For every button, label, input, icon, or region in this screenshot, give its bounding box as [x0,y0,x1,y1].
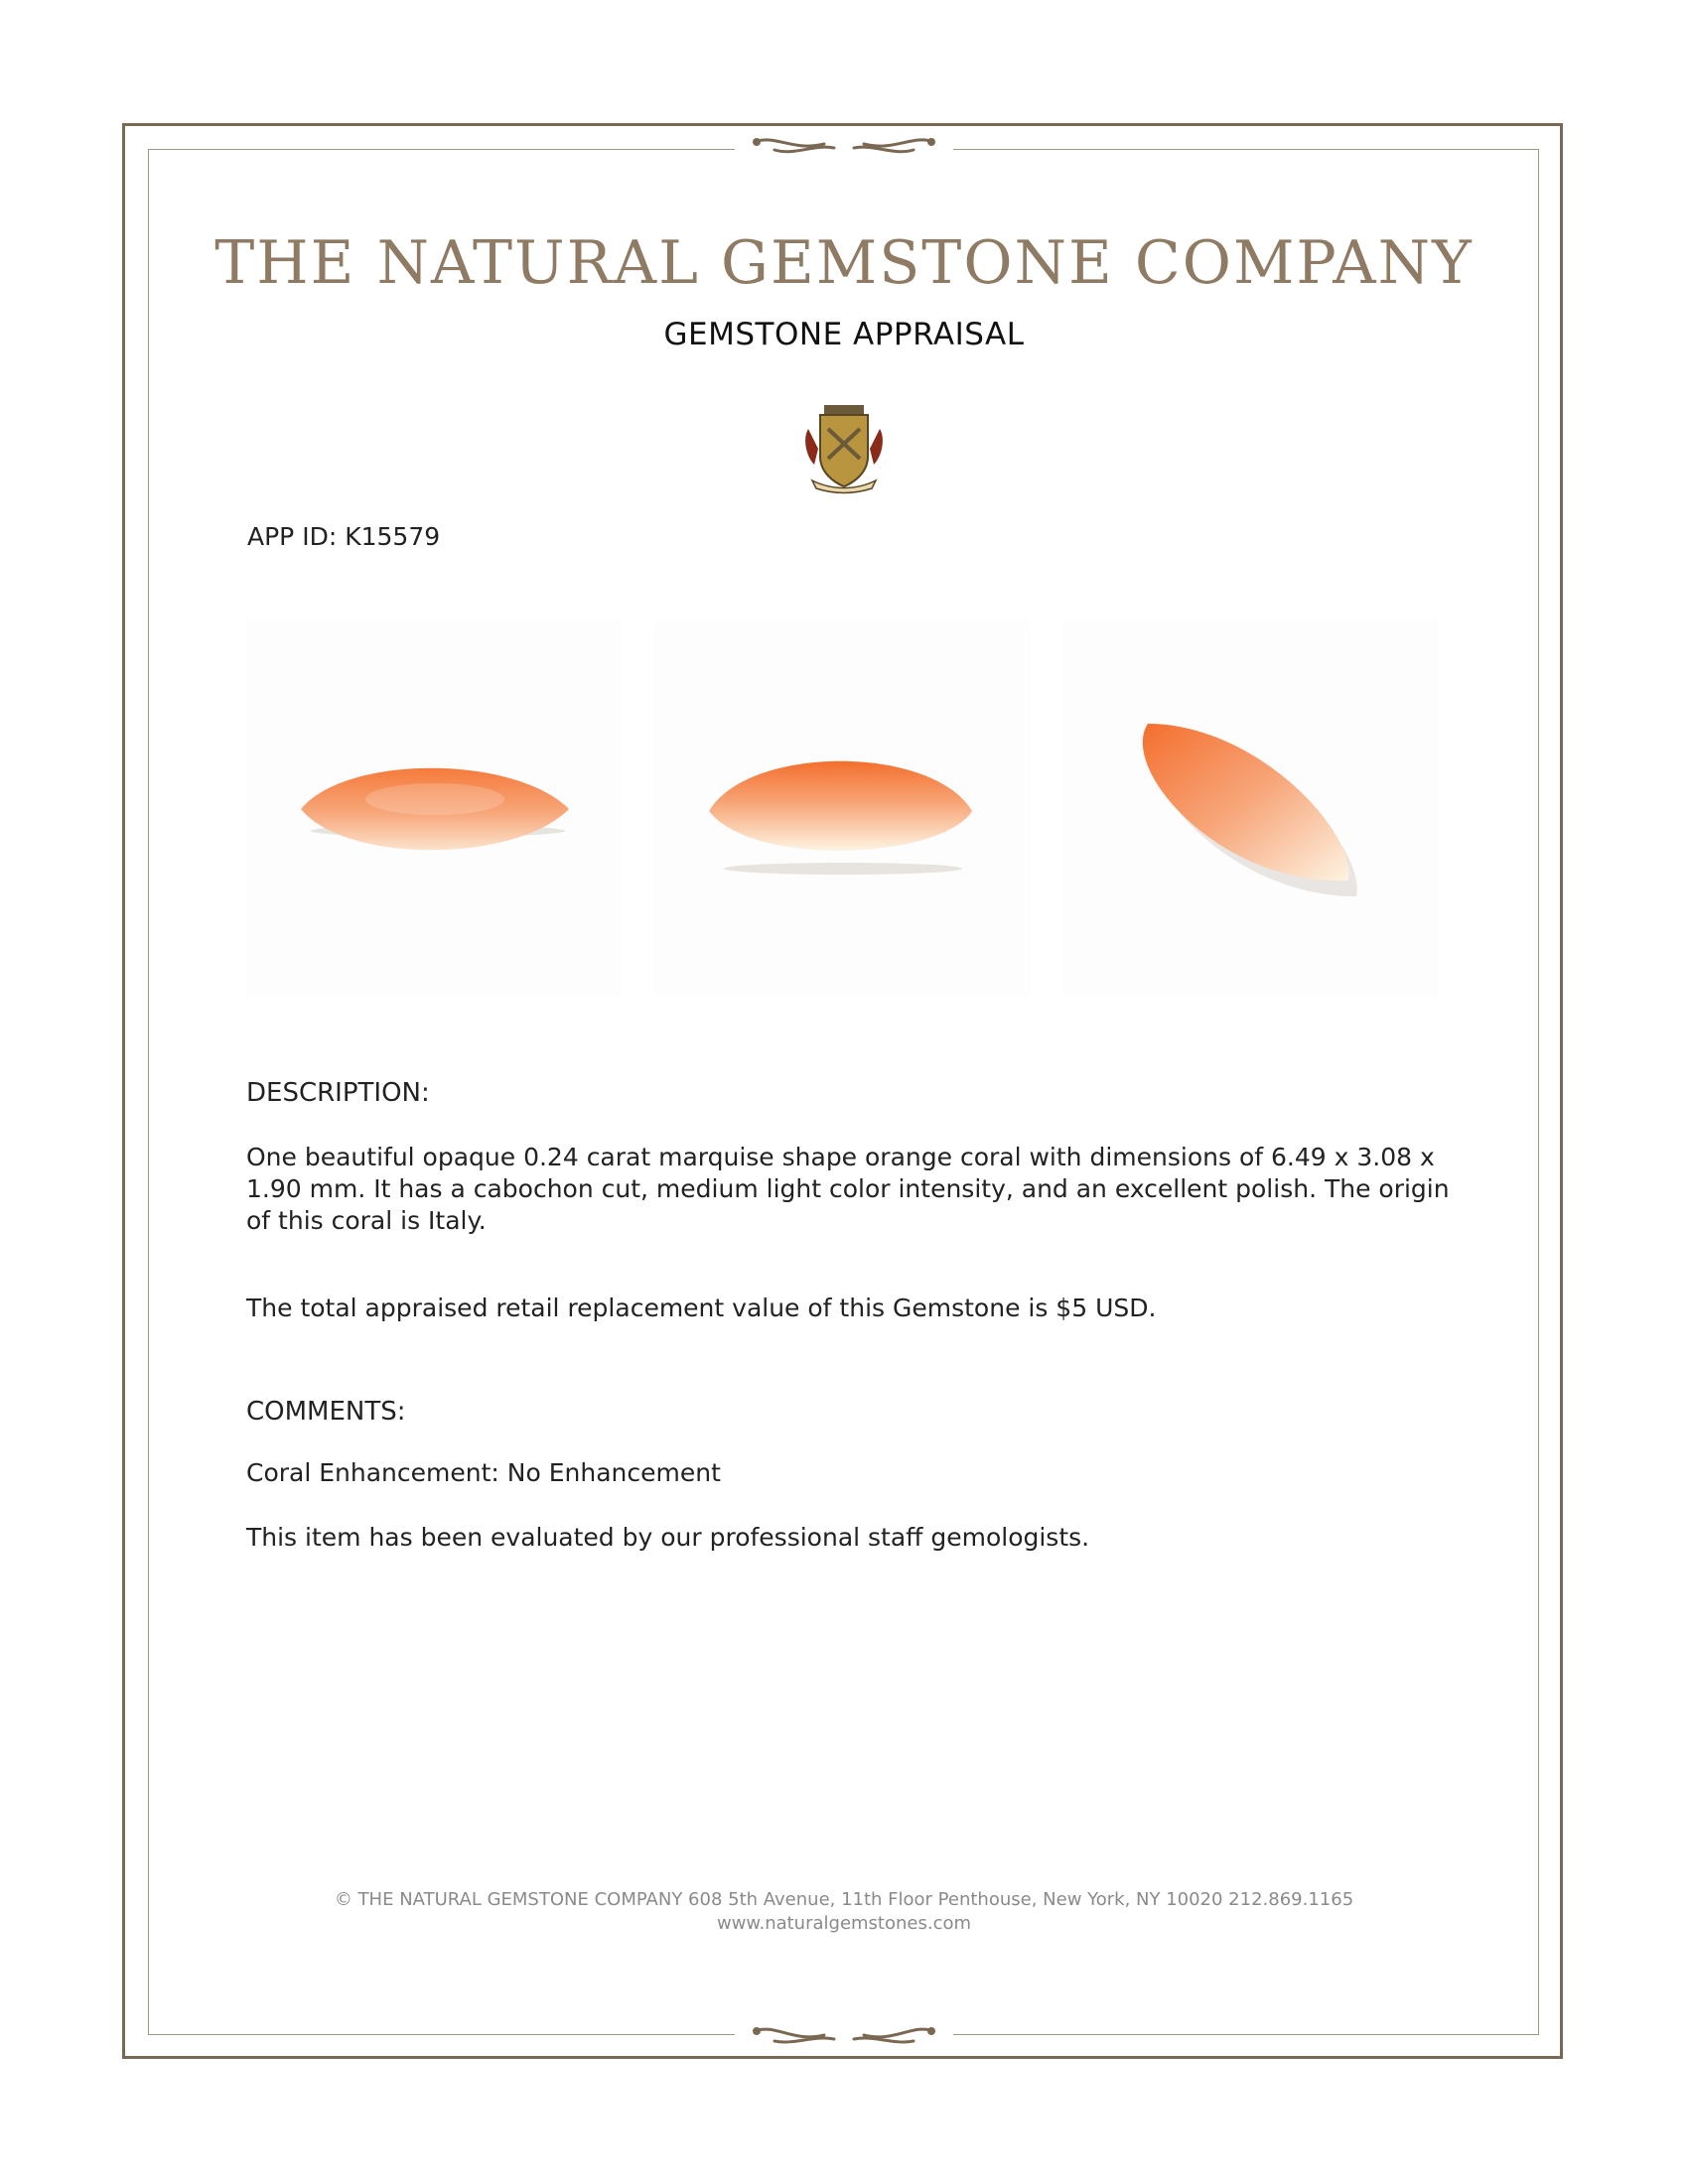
top-flourish-ornament [735,130,953,166]
description-text: One beautiful opaque 0.24 carat marquise shape orange coral with dimensions of 6.49 x 3.08 x 1.90 mm. It has a cabochon cut, medium light color intensity, and an excellent polish. The origin of this coral is Italy. [246,1143,1450,1235]
marquise-coral-angled-view [1062,620,1438,996]
footer-address: © THE NATURAL GEMSTONE COMPANY 608 5th Avenue, 11th Floor Penthouse, New York, NY 10020 212.869.1165 [334,1889,1354,1910]
gem-photo-angled [1062,620,1438,996]
app-id-label: APP ID: [247,522,338,551]
app-id-value: K15579 [345,522,441,551]
appraised-value-statement: The total appraised retail replacement value of this Gemstone is $5 USD. [246,1294,1157,1322]
gem-photo-side [654,620,1030,996]
description-heading: DESCRIPTION: [246,1078,430,1108]
company-name: THE NATURAL GEMSTONE COMPANY [214,228,1474,298]
footer-website[interactable]: www.naturalgemstones.com [716,1913,972,1934]
enhancement-comment: Coral Enhancement: No Enhancement [246,1458,721,1487]
evaluation-comment: This item has been evaluated by our professional staff gemologists. [246,1523,1090,1552]
comments-heading: COMMENTS: [246,1397,406,1427]
app-id-line [247,522,440,551]
heraldic-crest-icon [802,399,886,494]
document-title: GEMSTONE APPRAISAL [663,317,1025,352]
bottom-flourish-ornament [735,2017,953,2053]
marquise-coral-front-view [246,620,622,996]
gem-photo-front [246,620,622,996]
marquise-coral-side-view [654,620,1030,996]
